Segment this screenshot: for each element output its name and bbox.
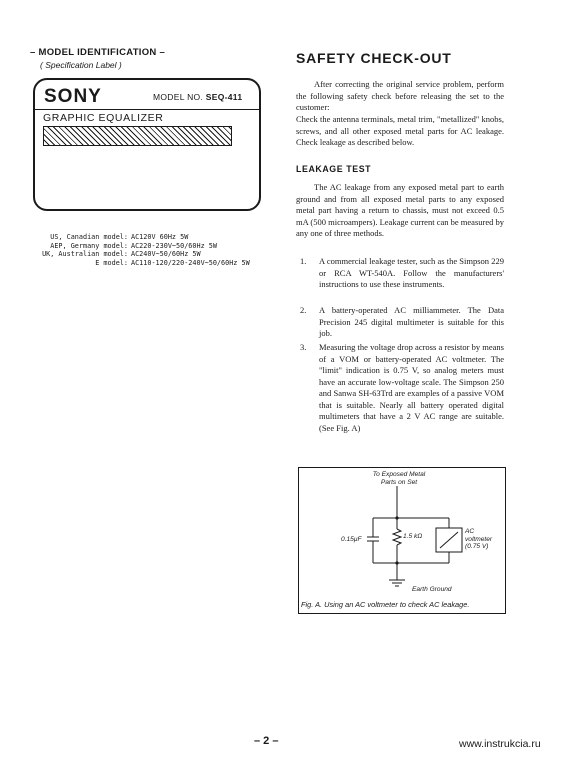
specification-label-subheading: ( Specification Label ) (40, 60, 122, 70)
voltmeter-needle (440, 532, 458, 548)
spec-value: AC110-120/220-240V~50/60Hz 5W (131, 258, 250, 267)
product-name: GRAPHIC EQUALIZER (43, 112, 164, 124)
leakage-paragraph: The AC leakage from any exposed metal part to earth ground and from all exposed metal parts to any exposed metal part having a return to chassis, must not exceed 0.5 mA (500 microampers). Leakage current can be measured by any one of three methods. (296, 182, 504, 238)
resistor-zigzag (393, 529, 401, 545)
specification-label (33, 78, 261, 211)
spec-model: E model: (95, 258, 128, 267)
leakage-test-heading: LEAKAGE TEST (296, 164, 372, 174)
safety-checkout-title: SAFETY CHECK-OUT (296, 50, 452, 66)
probe-label-line-1: To Exposed Metal (372, 471, 426, 478)
list-number: 3. (300, 342, 307, 352)
list-text: Measuring the voltage drop across a resistor by means of a VOM or battery-operated AC voltmeter. The "limit" indication is 0.75 V, so analog meters must have an accurate low-voltage scale. The Simpson 250 and Sanwa SH-63Trd are examples of a passive VOM that is suitable. Nearly all battery operated digital multimeters that have a 2 V AC range are suitable. (See Fig. A) (319, 342, 504, 433)
capacitor-label: 0.15μF (341, 536, 362, 543)
list-text: A battery-operated AC milliammeter. The Data Precision 245 digital multimeter is suitable for this job. (319, 305, 504, 338)
list-text: A commercial leakage tester, such as the Simpson 229 or RCA WT-540A. Follow the manufacturers' instructions to use these instruments. (319, 256, 504, 289)
spec-model: UK, Australian model: (42, 250, 128, 259)
model-identification-heading: – MODEL IDENTIFICATION – (30, 47, 166, 58)
watermark: www.instrukcia.ru (459, 738, 541, 750)
spec-value: AC220-230V~50/60Hz 5W (131, 241, 217, 250)
page-number: – 2 – (254, 735, 279, 747)
model-prefix: MODEL NO. (153, 92, 204, 102)
spec-row (30, 250, 250, 259)
intro-paragraph-2: Check the antenna terminals, metal trim, "metallized" knobs, screws, and all other exposed metal parts for AC leakage. Check leakage as described below. (296, 114, 504, 147)
model-number (153, 92, 242, 102)
spec-model: AEP, Germany model: (50, 241, 128, 250)
power-spec-list (30, 233, 250, 267)
sony-logo: SONY (44, 86, 102, 107)
model-number-value: SEQ-411 (205, 92, 243, 102)
label-divider (35, 109, 259, 110)
spec-value: AC120V 60Hz 5W (131, 233, 189, 241)
figure-caption: Fig. A. Using an AC voltmeter to check AC leakage. (301, 600, 470, 609)
spec-row (30, 242, 250, 251)
resistor-label: 1.5 kΩ (403, 533, 423, 540)
list-item (300, 342, 504, 434)
probe-label (369, 471, 429, 486)
list-number: 2. (300, 305, 307, 315)
spec-value: AC240V~50/60Hz 5W (131, 250, 201, 259)
spec-model: US, Canadian model: (50, 233, 128, 241)
spec-row (30, 259, 250, 268)
list-item (300, 305, 504, 340)
probe-label-line-2: Parts on Set (380, 478, 418, 486)
earth-ground-label: Earth Ground (412, 586, 452, 593)
junction-dot (395, 561, 398, 564)
voltmeter-label-line-1: AC (465, 528, 475, 535)
voltmeter-label-line-3: (0.75 V) (465, 543, 489, 550)
figure-a (298, 467, 506, 614)
voltmeter-label (465, 528, 492, 551)
spec-row (30, 233, 250, 242)
junction-dot (395, 516, 398, 519)
hatched-serial-area (43, 126, 232, 146)
voltmeter-label-line-2: voltmeter (465, 535, 493, 543)
list-number: 1. (300, 256, 307, 266)
intro-paragraph: After correcting the original service problem, perform the following safety check before releasing the set to the customer: (296, 79, 504, 112)
list-item (300, 256, 504, 291)
